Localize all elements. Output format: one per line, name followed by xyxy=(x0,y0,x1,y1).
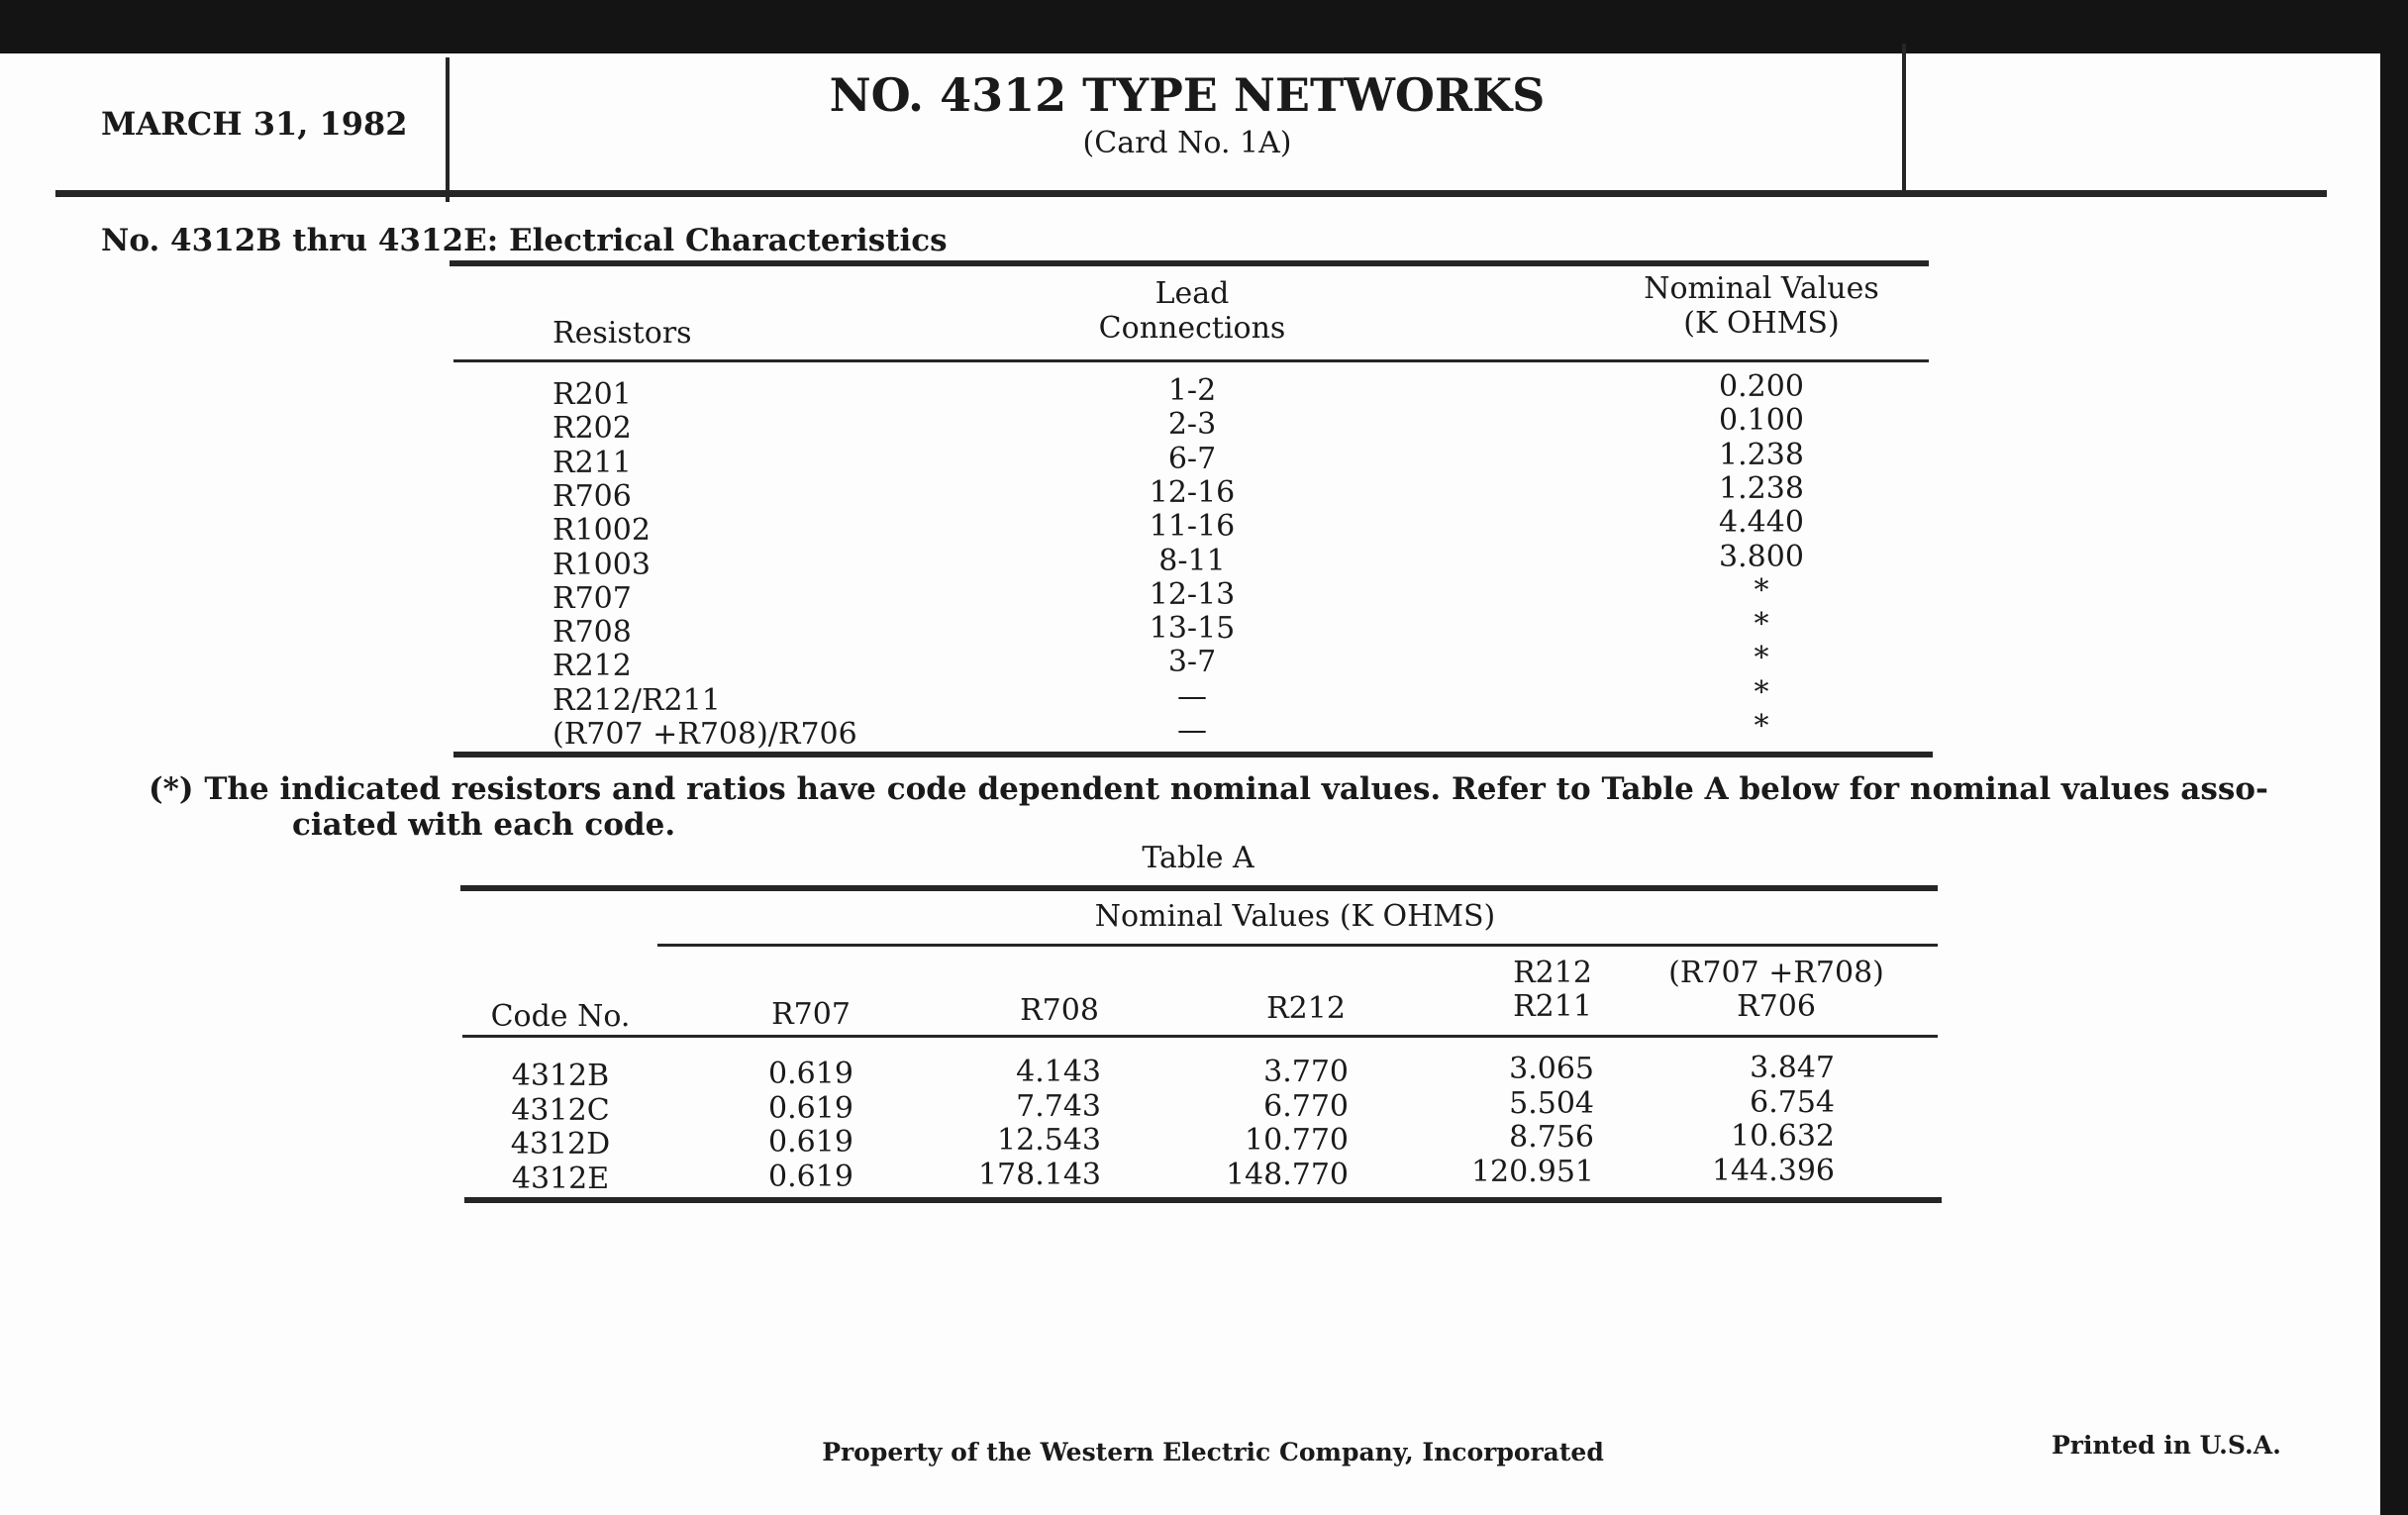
r707-cell: 0.619 xyxy=(768,1159,853,1194)
col-header-lead-2: Connections xyxy=(1098,311,1286,346)
ratio1-cell: 5.504 xyxy=(1509,1085,1594,1121)
col-header-nominal-2: (K OHMS) xyxy=(1683,306,1840,341)
section-heading: No. 4312B thru 4312E: Electrical Characteristics xyxy=(101,223,948,258)
nominal-value-cell: * xyxy=(1754,641,1769,676)
footer-printed: Printed in U.S.A. xyxy=(2052,1431,2281,1460)
ratio1-cell: 3.065 xyxy=(1509,1052,1594,1086)
page-subtitle: (Card No. 1A) xyxy=(1082,126,1292,160)
scan-border-top xyxy=(0,0,2408,53)
resistor-cell: R202 xyxy=(552,411,632,447)
resistor-cell: R211 xyxy=(552,445,632,480)
col-header-ratio2-top: (R707 +R708) xyxy=(1668,956,1884,990)
table-bottom-rule xyxy=(453,752,1933,758)
lead-cell: 12-13 xyxy=(1149,576,1236,612)
col-header-code: Code No. xyxy=(490,999,631,1034)
col-header-nominal-1: Nominal Values xyxy=(1644,271,1879,306)
nominal-value-cell: 3.800 xyxy=(1719,539,1804,574)
r212-cell: 3.770 xyxy=(1263,1055,1349,1089)
r708-cell: 12.543 xyxy=(997,1123,1101,1158)
table-top-rule xyxy=(450,260,1929,266)
card-date: MARCH 31, 1982 xyxy=(101,105,408,143)
lead-cell: 11-16 xyxy=(1149,509,1236,545)
col-header-resistors: Resistors xyxy=(552,316,692,351)
lead-cell: 1-2 xyxy=(1167,373,1217,408)
table-a-title: Table A xyxy=(1142,841,1254,875)
ratio2-cell: 10.632 xyxy=(1731,1119,1835,1154)
code-cell: 4312D xyxy=(510,1127,611,1162)
table-a-top-rule xyxy=(460,885,1938,891)
col-header-lead-1: Lead xyxy=(1154,276,1230,311)
nominal-value-cell: * xyxy=(1754,709,1769,744)
lead-cell: — xyxy=(1177,678,1207,714)
ratio1-cell: 8.756 xyxy=(1509,1120,1594,1155)
r708-cell: 4.143 xyxy=(1016,1055,1101,1089)
resistor-cell: R706 xyxy=(552,478,632,514)
nominal-value-cell: 0.100 xyxy=(1719,403,1804,439)
footnote-line-1: (*) The indicated resistors and ratios have code dependent nominal values. Refer to Table A below for nominal values asso- xyxy=(149,771,2268,807)
col-header-ratio1-bottom: R211 xyxy=(1513,989,1592,1024)
scan-border-right xyxy=(2380,0,2408,1515)
resistor-cell: R212 xyxy=(552,649,632,684)
r212-cell: 10.770 xyxy=(1245,1123,1349,1158)
header-rule xyxy=(55,190,2327,197)
code-cell: 4312B xyxy=(511,1059,610,1093)
col-header-ratio1-top: R212 xyxy=(1513,956,1592,990)
table-a-group-header: Nominal Values (K OHMS) xyxy=(1094,899,1496,934)
nominal-value-cell: * xyxy=(1754,674,1769,710)
footnote-line-2: ciated with each code. xyxy=(292,807,676,843)
r212-cell: 6.770 xyxy=(1263,1088,1349,1124)
resistor-cell: (R707 +R708)/R706 xyxy=(552,717,857,752)
nominal-value-cell: 1.238 xyxy=(1719,437,1804,472)
ratio2-cell: 3.847 xyxy=(1750,1051,1835,1085)
header-divider-right xyxy=(1902,44,1906,190)
header-divider-left xyxy=(446,57,450,202)
lead-cell: — xyxy=(1177,713,1207,748)
nominal-value-cell: * xyxy=(1754,572,1769,608)
r708-cell: 7.743 xyxy=(1016,1088,1101,1124)
lead-cell: 2-3 xyxy=(1167,407,1217,443)
table-a-bottom-rule xyxy=(464,1197,1942,1203)
resistor-cell: R707 xyxy=(552,580,632,616)
resistor-cell: R201 xyxy=(552,377,632,412)
nominal-value-cell: * xyxy=(1754,607,1769,643)
nominal-value-cell: 0.200 xyxy=(1719,369,1804,404)
col-header-ratio2-bottom: R706 xyxy=(1737,989,1816,1024)
col-header-r707: R707 xyxy=(771,997,851,1032)
code-cell: 4312C xyxy=(511,1092,610,1128)
r212-cell: 148.770 xyxy=(1225,1157,1349,1192)
resistor-cell: R212/R211 xyxy=(552,682,721,718)
table-header-rule xyxy=(453,359,1929,362)
r707-cell: 0.619 xyxy=(768,1090,853,1126)
resistor-cell: R708 xyxy=(552,615,632,651)
resistor-cell: R1003 xyxy=(552,547,651,582)
lead-cell: 3-7 xyxy=(1167,645,1217,680)
code-cell: 4312E xyxy=(511,1161,610,1196)
lead-cell: 8-11 xyxy=(1158,543,1226,578)
ratio2-cell: 6.754 xyxy=(1750,1084,1835,1120)
resistor-cell: R1002 xyxy=(552,513,651,549)
ratio2-cell: 144.396 xyxy=(1711,1153,1835,1188)
page-title: NO. 4312 TYPE NETWORKS xyxy=(829,68,1546,122)
col-header-r708: R708 xyxy=(1020,993,1099,1028)
lead-cell: 12-16 xyxy=(1149,474,1236,510)
ratio1-cell: 120.951 xyxy=(1470,1154,1594,1189)
r708-cell: 178.143 xyxy=(977,1157,1101,1192)
r707-cell: 0.619 xyxy=(768,1057,853,1091)
footer-property: Property of the Western Electric Company, Incorporated xyxy=(822,1438,1604,1466)
lead-cell: 13-15 xyxy=(1149,611,1236,647)
col-header-r212: R212 xyxy=(1266,991,1346,1026)
r707-cell: 0.619 xyxy=(768,1125,853,1160)
nominal-value-cell: 1.238 xyxy=(1719,470,1804,506)
lead-cell: 6-7 xyxy=(1167,441,1217,476)
table-a-header-rule xyxy=(462,1035,1938,1038)
table-a-group-rule xyxy=(657,944,1938,947)
nominal-value-cell: 4.440 xyxy=(1719,505,1804,541)
